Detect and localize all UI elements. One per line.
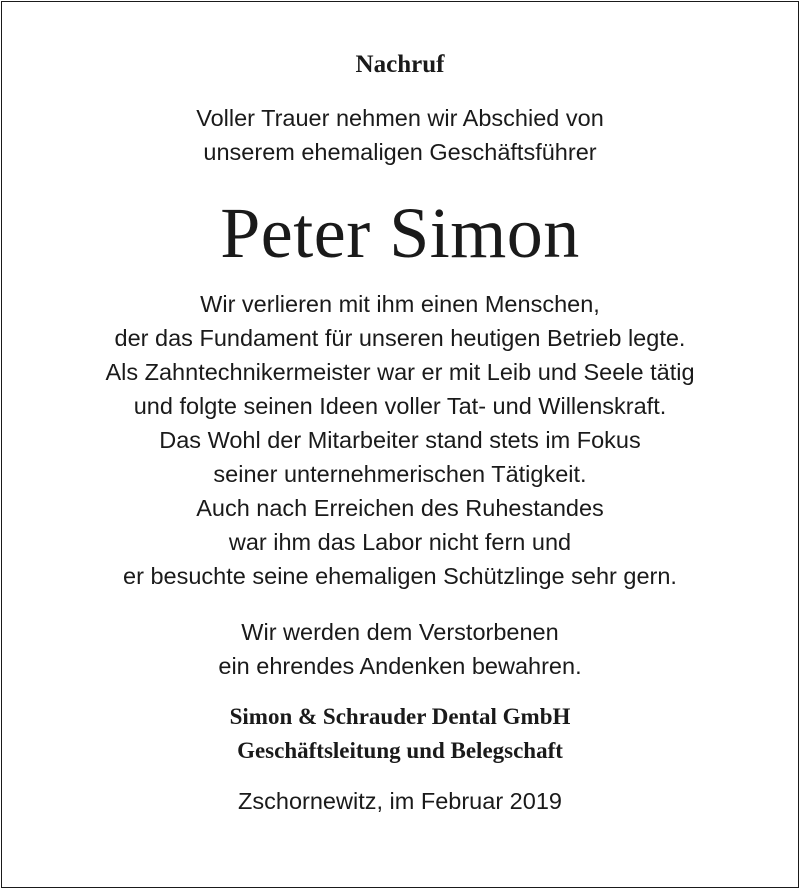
place-date-text: Zschornewitz, im Februar 2019: [238, 788, 562, 814]
body-line: Auch nach Erreichen des Ruhestandes: [196, 495, 604, 521]
obituary-notice: [1, 1, 799, 888]
intro-line: unserem ehemaligen Geschäftsführer: [203, 139, 597, 165]
body-line: Das Wohl der Mitarbeiter stand stets im Fokus: [159, 427, 641, 453]
closing-line: ein ehrendes Andenken bewahren.: [218, 653, 582, 679]
body-line: der das Fundament für unseren heutigen Betrieb legte.: [114, 325, 686, 351]
company-name: Simon & Schrauder Dental GmbH: [229, 704, 571, 729]
intro-line: Voller Trauer nehmen wir Abschied von: [196, 105, 604, 131]
body-line: er besuchte seine ehemaligen Schützlinge sehr gern.: [123, 563, 677, 589]
body-line: war ihm das Labor nicht fern und: [228, 529, 572, 555]
signature-block: [2, 700, 798, 768]
body-text: [2, 287, 798, 593]
body-line: Als Zahntechnikermeister war er mit Leib und Seele tätig: [105, 359, 695, 385]
signature-group: Geschäftsleitung und Belegschaft: [237, 738, 563, 763]
closing-line: Wir werden dem Verstorbenen: [241, 619, 559, 645]
body-line: seiner unternehmerischen Tätigkeit.: [213, 461, 587, 487]
notice-heading: Nachruf: [355, 51, 445, 78]
intro-text: [2, 101, 798, 169]
deceased-name: Peter Simon: [220, 193, 580, 273]
place-date: [2, 784, 798, 818]
closing-text: [2, 615, 798, 683]
body-line: und folgte seinen Ideen voller Tat- und Willenskraft.: [133, 393, 667, 419]
body-line: Wir verlieren mit ihm einen Menschen,: [200, 291, 600, 317]
